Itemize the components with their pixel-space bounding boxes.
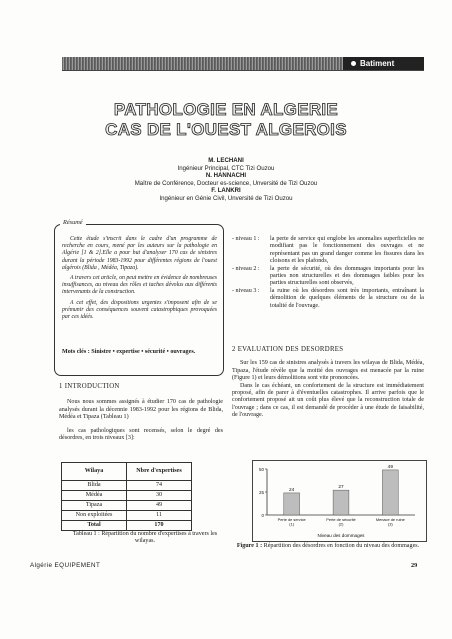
abstract-paragraph: Cette étude s'inscrit dans le cadre d'un programme de recherche en cours, mené par les auteurs sur la pathologie en Algérie [1 & 2].Elle a pour but d'analyser 170 cas de sinistres durant la période 1983-1992 pour différentes régions de l'ouest algérois (Blida , Médéa, Tipaza). xyxy=(62,236,217,271)
author-name: N. HANNACHI xyxy=(205,172,247,180)
abstract-text xyxy=(62,236,217,324)
level-key: - niveau 3 : xyxy=(232,287,260,294)
journal-name: Algérie EQUIPEMENT xyxy=(30,562,101,569)
level-key: - niveau 1 : xyxy=(232,236,260,242)
author-affiliation: Maître de Conférence, Docteur es-science, Unversité de Tizi Ouzou xyxy=(134,179,318,187)
figure-frame xyxy=(252,460,427,542)
evaluation-heading: 2 EVALUATION DES DESORDRES xyxy=(232,346,344,353)
keywords: Mots clés : Sinistre • expertise • sécurité • ouvrages. xyxy=(62,349,196,355)
table-cell: 170 xyxy=(127,521,192,531)
table-cell: Blida xyxy=(62,481,127,491)
bar xyxy=(284,493,300,515)
table-cell: 74 xyxy=(127,481,192,491)
title-line-1: PATHOLOGIE EN ALGERIE xyxy=(113,100,339,119)
section-tag-label: Batiment xyxy=(360,59,395,68)
bar-value-label: 49 xyxy=(387,464,394,470)
evaluation-section xyxy=(232,346,424,420)
y-tick-label: 50 xyxy=(258,467,264,472)
table-cell: Tipaza xyxy=(62,501,127,511)
table-row xyxy=(62,511,192,521)
table-caption: Tableau 1 : Répartition du nombre d'expertises à travers les wilayas. xyxy=(72,531,218,545)
bar xyxy=(382,470,398,515)
category-label: Menace de ruine (3) xyxy=(375,517,405,527)
figure-caption-text: Répartition des désordres en fonction du niveau des dommages. xyxy=(263,543,420,549)
level-item xyxy=(232,288,424,310)
author-name: F. LANKRI xyxy=(211,187,241,195)
table-cell: 30 xyxy=(127,491,192,501)
category-label: Perte de service (1) xyxy=(277,517,306,527)
bullet-icon xyxy=(351,61,356,66)
intro-heading: 1 INTRODUCTION xyxy=(59,383,120,390)
abstract-paragraph: A travers cet article, on peut mettre en évidence de nombreuses insuffisances, au niveau des rôles et taches dévolus aux différents intervenants de la construction. xyxy=(62,275,217,296)
level-item xyxy=(232,236,424,266)
level-text: la perte de service qui englobe les anomalies superficielles ne modifiant pas le fonctionnement des ouvrages et ne représentant pas un grand danger comme les fissures dans les cloisons et les plafonds, xyxy=(270,236,424,265)
table-cell: Médéa xyxy=(62,491,127,501)
page-number: 29 xyxy=(411,562,418,569)
bar-value-label: 27 xyxy=(338,485,344,491)
x-axis-title: Niveau des dommages xyxy=(317,533,365,538)
table-header-row xyxy=(62,463,192,481)
table-header-cell: Wilaya xyxy=(62,463,127,481)
y-tick-label: 25 xyxy=(258,490,264,495)
damage-levels xyxy=(232,236,424,310)
table-cell: 11 xyxy=(127,511,192,521)
table-row xyxy=(62,491,192,501)
author-name: M. LECHANI xyxy=(208,157,244,164)
evaluation-paragraph: Sur les 159 cas de sinistres analysés à travers les wilayas de Blida, Médéa, Tipaza, l'étude révèle que la moitié des ouvrages est menacée par la ruine (Figure 1) et leurs démolitions sont vite prononcées. xyxy=(232,360,424,382)
title-line-2: CAS DE L'OUEST ALGEROIS xyxy=(105,120,347,139)
level-text: la ruine où les désordres sont très importants, entraînant la démolition de quelques éléments de la structure ou de la totalité de l'ouvrage. xyxy=(270,287,424,309)
section-tag xyxy=(343,57,424,70)
intro-section xyxy=(59,383,223,448)
figure-caption-label: Figure 1 : xyxy=(236,543,263,549)
abstract-label: Résumé xyxy=(60,219,86,226)
table-cell: Non exploitées xyxy=(62,511,127,521)
table-total-row xyxy=(62,521,192,531)
header-rule xyxy=(62,70,424,71)
bar-value-label: 24 xyxy=(288,487,295,493)
level-text: la perte de sécurité, où des dommages importants pour les parties non structurelles et des dommages faibles pour les parties structurelles sont observés, xyxy=(270,265,424,287)
abstract-paragraph: A cet effet, des dispositions urgentes s'imposent afin de se prémunir des conséquences souvent catastrophiques provoquées par ces idéés. xyxy=(62,299,217,321)
author-affiliation: Ingénieur Principal, CTC Tizi Ouzou xyxy=(177,164,275,172)
damage-level-chart xyxy=(253,461,426,541)
author-affiliation: Ingénieur en Génie Civil, Unversité de Tizi Ouzou xyxy=(159,194,293,202)
intro-paragraph: les cas pathologiques sont recensés, selon le degré des désordres, en trois niveaux [3]: xyxy=(59,427,223,442)
level-item xyxy=(232,266,424,288)
intro-paragraph: Nous nous sommes assignés à étudier 170 cas de pathologie analysés durant la décennie 1983-1992 pour les régions de Blida, Médéa et Tipaza (Tableau 1) xyxy=(59,399,223,421)
wilaya-table xyxy=(61,462,192,531)
level-key: - niveau 2 : xyxy=(232,265,260,272)
table-header-cell: Nbre d'expertises xyxy=(127,463,192,481)
evaluation-paragraph: Dans le cas échéant, un confortement de la structure est immédiatement proposé, afin de parer à d'éventuelles catastrophes. Il arrive parfois que le confortement proposé ait un coût plus élevé que la reconstruction totale de l'ouvrage ; dans ce cas, il est demandé de procéder à une étude de faisabilité, de l'ouvrage. xyxy=(232,382,424,419)
table-row xyxy=(62,501,192,511)
table-cell: Total xyxy=(62,521,127,531)
authors-block xyxy=(0,157,452,203)
figure-caption xyxy=(232,543,424,550)
bar xyxy=(333,490,349,515)
y-tick-label: 0 xyxy=(261,513,264,518)
category-label: Perte de sécurité (2) xyxy=(326,517,356,527)
table-row xyxy=(62,481,192,491)
table-cell: 49 xyxy=(127,501,192,511)
